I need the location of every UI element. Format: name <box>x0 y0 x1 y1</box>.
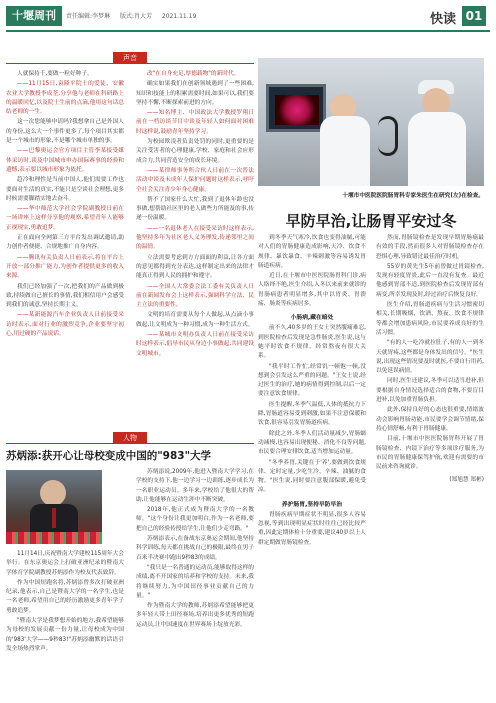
paragraph: 医生提醒,冬季气温低,人体的抵抗力下降,胃肠道容易受到刺激,如果不注意保暖和饮食,很容易引发胃肠道疾病。 <box>258 401 366 427</box>
paragraph: ——全国人大常委会法工委有关负责人日前在新闻发布会上这样表示,强调科学立法、民主立法的重要性。 <box>136 283 254 309</box>
people-col-2 <box>136 468 254 698</box>
paragraph: 到冬季天气寒冷,饮食也变得油腻,可能对人们的胃肠健康造成影响,天冷、饮食不规律、暴饮暴食、辛辣刺激等容易诱发胃肠道疾病。 <box>258 235 366 269</box>
paragraph: 确实如果我们在创新领域遇到了一些困难,知识和技能上的积累需要时间,如果可以,我们要坚持不懈,不断探索前进的方向。 <box>136 81 254 106</box>
page-number: 01 <box>462 6 486 26</box>
people-title: 苏炳添:获开心让母校变成中国的"983"大学 <box>6 450 212 462</box>
section-name: 快读 <box>429 12 456 27</box>
paragraph: "有的人一吃冷就拉肚子,有的人一到冬天就胃疼,这些都是身体发出的信号。"医生说,出现这些情况要及时就医,不要自行用药,以免延误病情。 <box>376 340 484 375</box>
paragraph: 帮不了国家什么大忙,我到了退休年龄也没事做,想帮助社区里的老人做些力所能及的事,传递一份温暖。 <box>136 196 254 222</box>
masthead: 十堰周刊 <box>6 6 62 26</box>
paragraph: 这一次您能够申请吗?我想拿自己是外国人的身份,这么大一个事件更多了,每个项目其实都是一个城市的形象,不是哪个城市单独的事。 <box>6 119 124 145</box>
editor-credit: 责任编辑:李梦琳 <box>66 13 111 20</box>
paragraph: 前不久,40多岁的王女士突然腹痛难忍,到医院检查后发现是急性肠炎,医生说,这与她平时饮食不规律、经常熬夜有很大关系。 <box>258 325 366 360</box>
paragraph: 人就保持千,要做一粒好种子。 <box>17 71 93 77</box>
header-meta <box>66 11 204 20</box>
issue-date: 2021.11.19 <box>161 13 197 20</box>
paragraph: ——一名退休老人在接受采访时这样表示,他坚持多年为社区老人义务理发,传递邻里之间的温情。 <box>136 225 254 251</box>
voice-section <box>6 52 254 426</box>
paragraph: 趋冷和理性是当前中国人,他们需要工作也要面对生活的真实,不能只是空谈社会理想,更多时候需要脚踏实地去奋斗。 <box>6 177 124 202</box>
paragraph: 苏炳添表示,在备战东京奥运会期间,他坚持科学训练,每天都在挑战自己的极限,最终在男子百米半决赛中跑出9秒83的成绩。 <box>136 536 254 561</box>
feature-col-2 <box>376 234 484 698</box>
paragraph: ——知名博主、中国政法大学教授罗翔日前在一档访谈节目中谈及年轻人如何面对困难时这样说,鼓励青年坚持学习。 <box>136 110 254 135</box>
paragraph: "我只是一名普通的运动员,能够取得这样的成绩,离不开国家的培养和学校的支持。未来,我将继续努力,为中国田径事业贡献自己的力量。" <box>136 564 254 599</box>
paragraph: ——11月15日,袁隆平院士的爱徒、安徽农业大学教授李成荃,分享他与老师在科研路上的温暖回忆,以及院士生前的点滴,他用这句话总结老师的一生。 <box>6 81 124 116</box>
feature-col-1 <box>258 234 366 698</box>
podium-flowers <box>6 532 102 544</box>
speaker-photo <box>6 470 102 544</box>
voice-banner-label: 声音 <box>113 52 147 64</box>
paragraph: 2018年,他正式成为暨南大学的一名教师。"这个身份让我更加明白,作为一名老师,要把自己的经验传授给学生,让他们少走弯路。" <box>136 507 254 532</box>
medical-photo <box>258 58 484 186</box>
paragraph: 医生介绍,胃肠道疾病与生活习惯密切相关,长期吸烟、饮酒、熬夜、饮食不规律等都会增加患病风险,市民要养成良好的生活习惯。 <box>376 302 484 336</box>
paragraph: 此外,保持良好的心态也很重要,情绪波动会影响胃肠功能,市民要学会调节情绪,保持心情舒畅,有利于胃肠健康。 <box>376 407 484 432</box>
paragraph: "暨南大学是我梦想开始的地方,我希望能够为母校的发展贡献一份力量,让母校成为中国的'983'大学——9秒83!"苏炳添幽默的话语引发全场热烈掌声。 <box>6 618 124 652</box>
paragraph: 作为中国短跑名将,苏炳添曾多次打破亚洲纪录,他表示,自己是暨南大学的一名学生,也是一名老师,希望用自己的经历激励更多青年学子勇敢追梦。 <box>6 579 124 614</box>
paragraph: 苏炳添说,2009年,他进入暨南大学学习,在学校的支持下,他一边学习一边训练,逐步成长为一名职业运动员。多年来,学校给了他很大的帮助,让他能够在运动生涯中不断突破。 <box>136 469 254 503</box>
endoscopy-monitor <box>266 84 326 132</box>
designer-credit: 版式:肖大芳 <box>119 13 152 20</box>
paragraph: "冬季养胃,关键在于'养',要做到饮食规律、定时定量,少吃生冷、辛辣、油腻的食物。"医生说,同时要注意腹部保暖,避免受凉。 <box>258 459 366 494</box>
paragraph: 立法需要考虑到方方面面的利益,让各方面的意见都得到充分表达,这样制定出来的法律才能真正得到人民的拥护和遵守。 <box>136 254 254 280</box>
paragraph: 11月14日,庆祝暨南大学建校115周年大会举行。在东京奥运会上打破亚洲纪录的暨南大学体育学院副教授苏炳添作为校友代表致辞。 <box>6 551 124 576</box>
paragraph: 我们已经加强了一次,把我们的产品做到极致,持续做自己擅长的事情,我们相信用户会感受到我们的诚意,坚持长期主义。 <box>6 283 124 309</box>
voice-banner <box>6 52 254 64</box>
paragraph: ——某律师事务所合伙人日前在一次普法活动中谈及未成年人保护问题时这样表示,呼吁全社会关注青少年身心健康。 <box>136 167 254 193</box>
header-rule <box>6 30 490 32</box>
paragraph: 除此之外,冬季人们活动量减少,胃肠蠕动减慢,也容易出现便秘、消化不良等问题,市民要合理安排饮食,适当增加运动量。 <box>258 430 366 456</box>
paragraph: ——某城市文明办负责人日前在接受采访时这样表示,倡导市民从身边小事做起,共同建设文明城市。 <box>136 332 254 357</box>
nurse-coat <box>408 112 466 186</box>
paragraph: 近日,在十堰市中医医院肠胃科门诊,病人络绎不绝,医生介绍,入冬以来前来就诊的胃肠病患者明显增多,其中以胃炎、胃溃疡、肠炎等疾病居多。 <box>258 273 366 308</box>
endoscope-cable <box>378 116 398 156</box>
paragraph: ——腾讯有关负责人日前表示,将在平台上开放一部分推广能力,为创作者提供更多的收入来源。 <box>6 254 124 280</box>
speaker-tie <box>52 508 56 528</box>
people-banner-label: 人物 <box>113 432 147 444</box>
paragraph: ——某新能源汽车企业负责人日前接受采访时表示,面对行业的激烈竞争,企业要坚守初心,用过硬的产品说话。 <box>6 312 124 338</box>
voice-col-1 <box>6 70 124 426</box>
speaker-head <box>40 480 66 506</box>
paragraph: ——巴黎奥运会官方项目主管李某接受媒体采访时,谈及中国城市申办国际赛事的经验和遗憾,表示要以城市形象为依托。 <box>6 148 124 173</box>
people-col-1 <box>6 468 124 698</box>
voice-col-2 <box>136 70 254 426</box>
paragraph: 同时,医生还建议,冬季可以适当进补,但要根据自身情况选择适合的食物,不要盲目进补,以免加重胃肠负担。 <box>376 378 484 404</box>
paragraph: 作为暨南大学的教师,苏炳添希望能够把更多年轻人带上田径赛场,培养出更多优秀的短跑运动员,让中国速度在世界赛场上绽放光彩。 <box>136 603 254 628</box>
paragraph: 文明的培育需要从每个人做起,从点滴小事做起,让文明成为一种习惯,成为一种生活方式。 <box>136 312 254 328</box>
photo-caption: 十堰市中医院医院肠胃科专家朱医生在研究(左)在检查。 <box>342 193 484 199</box>
paragraph: "我平时工作忙,经常饥一顿饱一顿,没想到会引发这么严重的问题。"王女士说,经过医生的治疗,她的病情得到控制,以后一定要注意饮食规律。 <box>258 363 366 398</box>
subheading: 小肠病,藏在暗处 <box>290 315 334 322</box>
paragraph: 为校园欺凌者负责处罚的同时,更重要的是关注受害者的心理健康,学校、家庭和社会应形成合力,共同营造安全的成长环境。 <box>136 139 254 164</box>
paragraph: 正在面向全网第三方平台发出调试邀请,助力创作者便捷、合规地推广自身内容。 <box>6 235 124 251</box>
paragraph: 目前,十堰市中医医院肠胃科开展了胃肠镜检查、内镜下治疗等多项诊疗服务,为市民的胃肠健康保驾护航,欢迎有需要的市民前来咨询就诊。 <box>376 436 484 471</box>
byline: (郑旭慧 郑彬) <box>449 477 484 484</box>
paragraph: 55岁的黄先生5年前曾做过胃镜检查,发现有轻度胃炎,此后一直没有复查。最近他感到胃部不适,到医院检查后发现胃部有病变,所幸发现及时,经过治疗后恢复良好。 <box>376 263 484 298</box>
people-section <box>6 432 254 698</box>
people-banner <box>6 432 254 444</box>
paragraph: 然而,胃肠镜检查是发现早期胃肠癌最有效的手段,然而很多人对胃肠镜检查存在恐惧心理,导致错过最佳治疗时机。 <box>376 235 484 260</box>
paragraph: ——华中师范大学社会学院副教授日前在一场讲座上这样分享他的观察,希望青年人能够正视现实,勇敢追梦。 <box>6 206 124 231</box>
doctor-coat <box>320 116 370 186</box>
feature-title: 早防早治,让肠胃平安过冬 <box>285 212 457 230</box>
subheading: 养护肠胃,坚持早防早治 <box>281 501 343 508</box>
paragraph: 改"在自身充足,厚德载物"的新时代。 <box>147 71 240 77</box>
paragraph: 胃肠疾病早期症状不明显,很多人容易忽视,等到出现明显症状时往往已经比较严重,因此定期体检十分重要,建议40岁以上人群定期做胃肠镜检查。 <box>258 511 366 546</box>
page-header <box>0 0 496 30</box>
